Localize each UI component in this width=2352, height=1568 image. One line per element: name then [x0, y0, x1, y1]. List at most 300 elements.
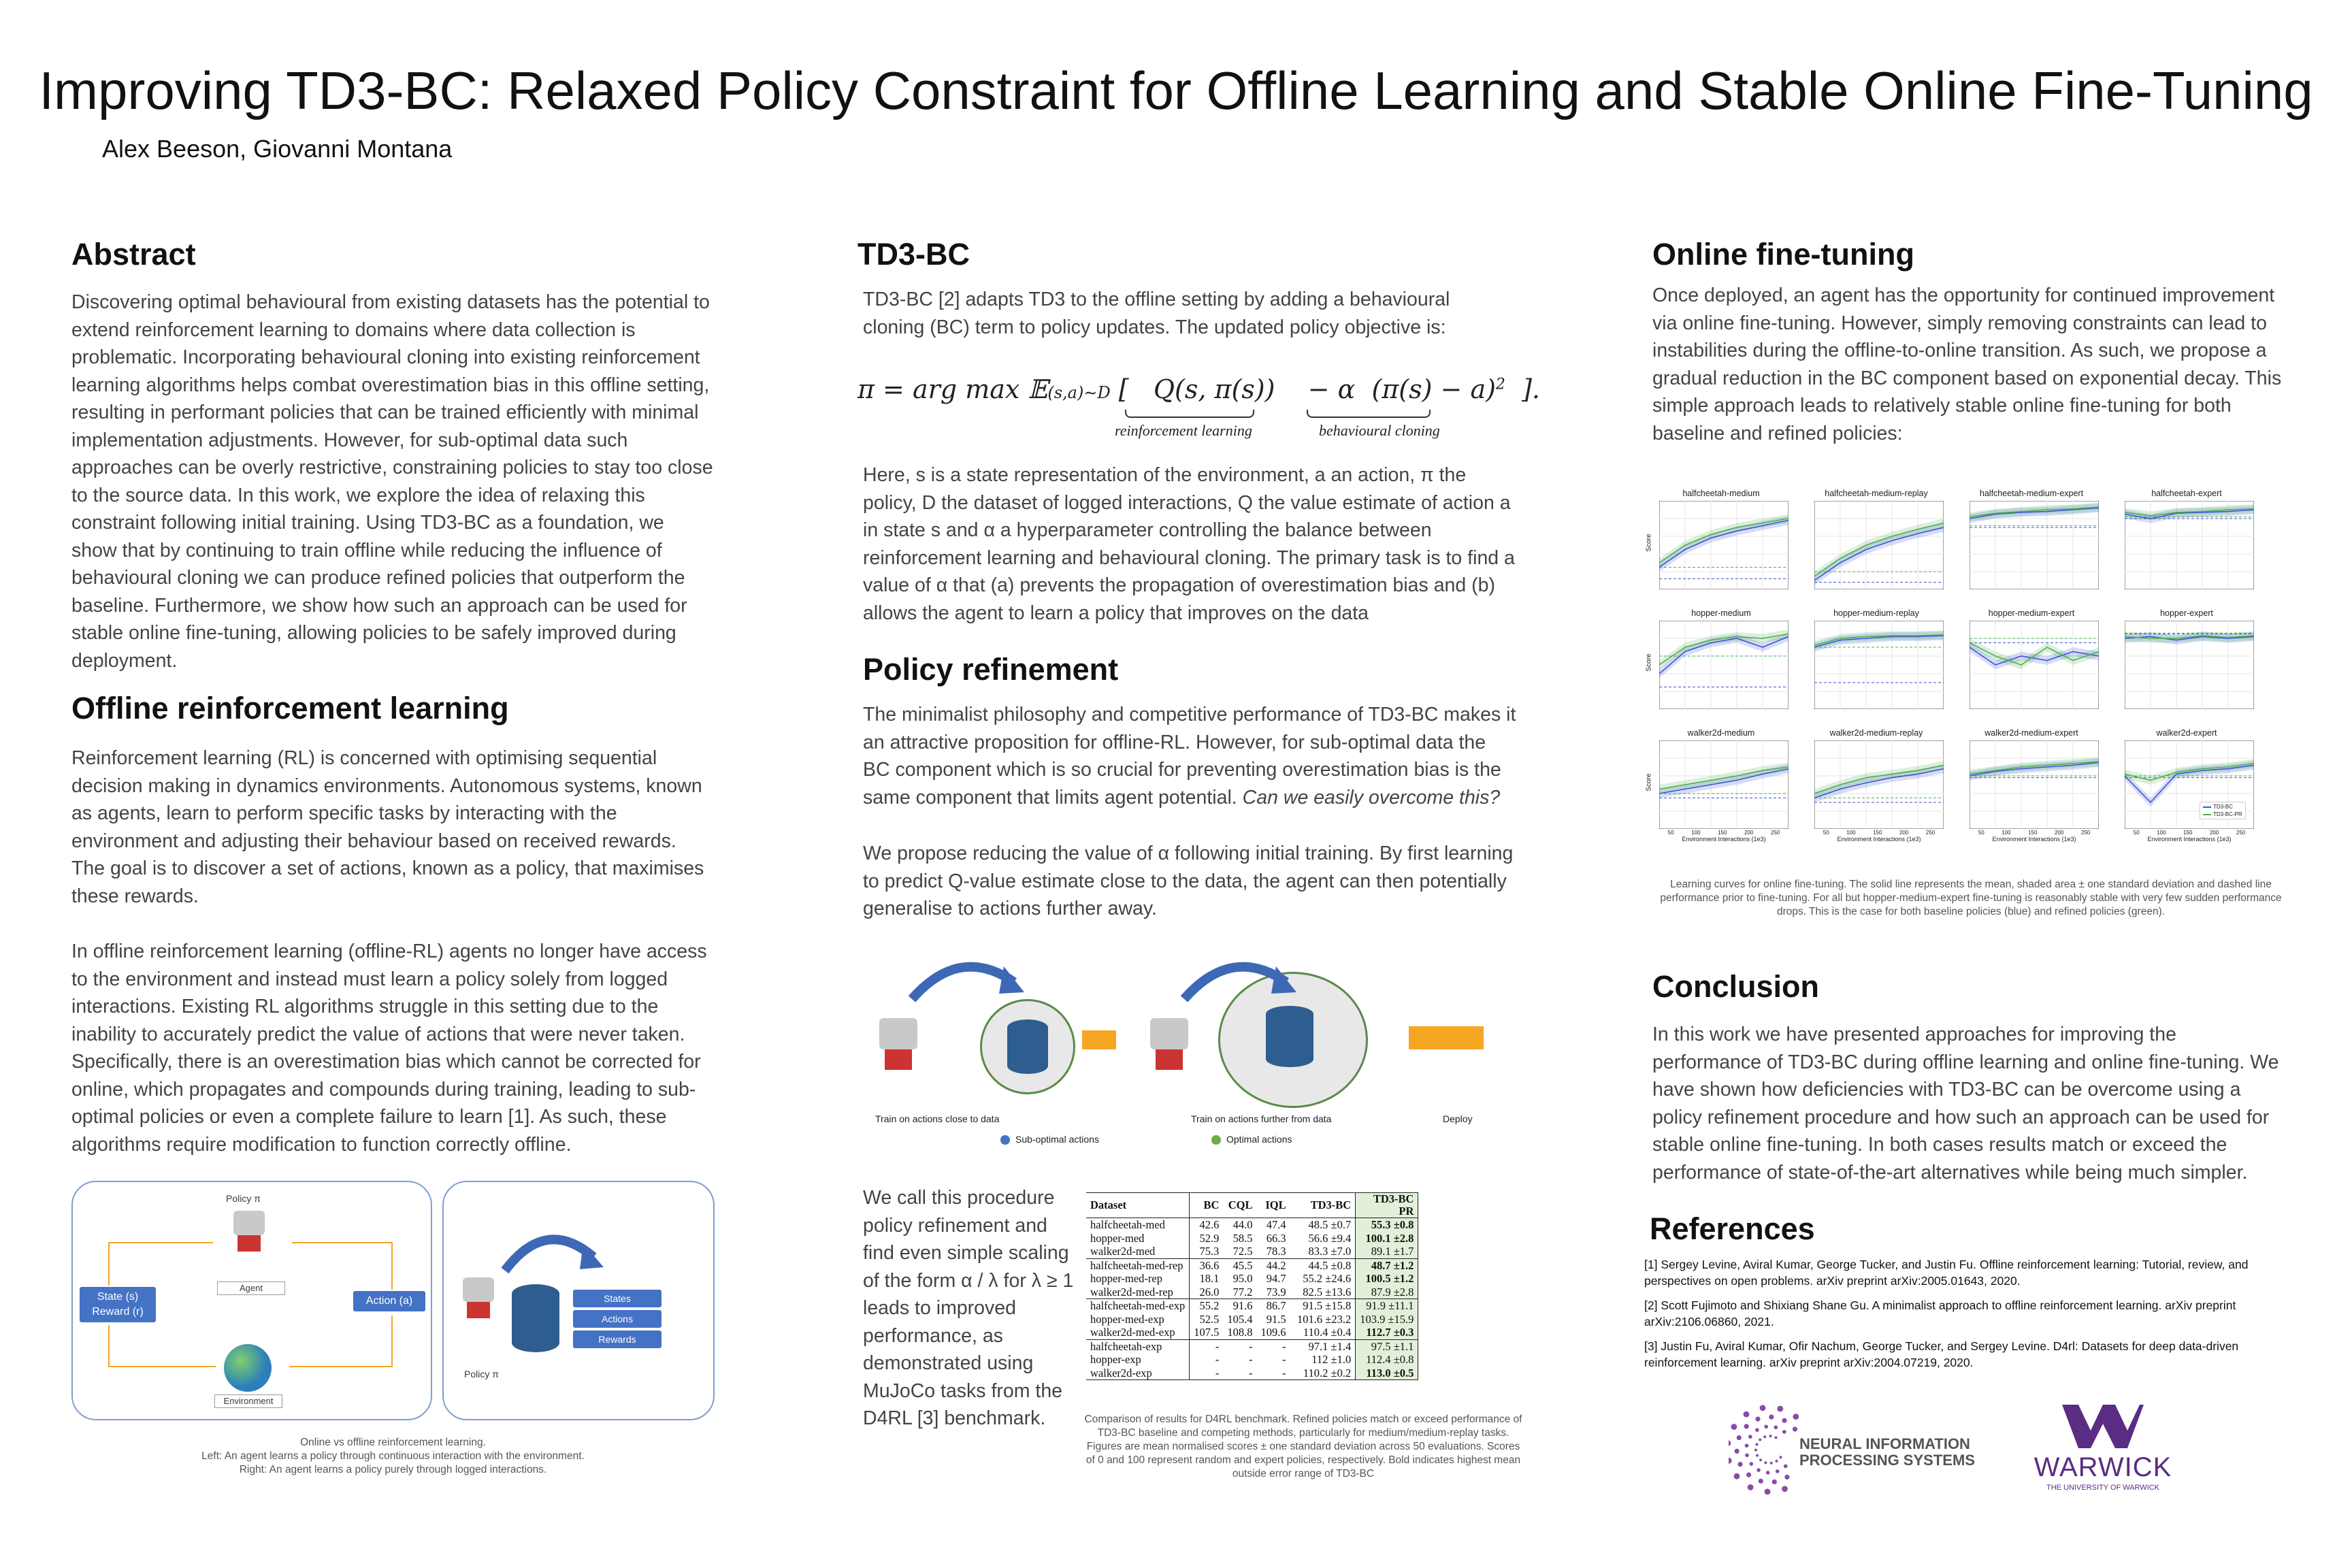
table-cell: 55.3 ±0.8 [1356, 1218, 1418, 1232]
neurips-dot [1764, 1461, 1767, 1464]
legend-swatch [2203, 814, 2211, 815]
table-cell: 48.7 ±1.2 [1356, 1258, 1418, 1272]
table-cell: halfcheetah-med [1090, 1218, 1165, 1231]
td3bc-body: Here, s is a state representation of the environment, a an action, π the policy, D the dataset of logged interactions, Q the value estimate of action a in state s and α a hyperparameter controlling the balance between reinforcement learning and behavioural cloning. The primary task is to find a value of α that (a) prevents the propagation of overestimation bias and (b) allows the agent to learn a policy that improves on the data [863, 464, 1515, 624]
x-tick-label: 150 [2183, 830, 2193, 836]
x-tick-label: 50 [1978, 830, 1984, 836]
table-cell: 94.7 [1266, 1272, 1286, 1285]
table-cell: walker2d-med [1090, 1245, 1156, 1258]
x-tick-label: 100 [2002, 830, 2011, 836]
table-cell: 52.5 [1190, 1313, 1224, 1326]
table-cell: 113.0 ±0.5 [1356, 1367, 1418, 1380]
panel-plot [1814, 501, 1944, 589]
table-cell: walker2d-exp [1086, 1367, 1190, 1380]
policy-refinement-p2: We propose reducing the value of α following initial training. By first learning to predict Q-value estimate close to the data, the agent can then potentially generalise to actions further away. [863, 843, 1514, 919]
database-icon [1266, 1006, 1313, 1067]
poster-title: Improving TD3-BC: Relaxed Policy Constraint for Offline Learning and Stable Online Fine-Tuning [39, 61, 2313, 120]
neurips-dot [1735, 1449, 1740, 1454]
x-axis-label: Environment Interactions (1e3) [1682, 836, 1766, 843]
bc-brace [1307, 410, 1431, 418]
table-cell: 110.2 ±0.2 [1290, 1367, 1356, 1380]
neurips-dot [1776, 1469, 1780, 1473]
offline-rl-heading: Offline reinforcement learning [71, 691, 509, 725]
x-tick-labels [1970, 830, 2099, 836]
panel-plot [1970, 501, 2099, 589]
references-heading: References [1650, 1211, 1815, 1246]
table-row [1086, 1258, 1418, 1272]
globe-icon [224, 1344, 272, 1392]
neurips-dot [1793, 1414, 1799, 1420]
table-cell: 42.6 [1190, 1218, 1224, 1232]
authors: Alex Beeson, Giovanni Montana [102, 135, 453, 163]
learning-curve-panel [1957, 728, 2106, 843]
label-deploy: Deploy [1443, 1113, 1473, 1124]
table-cell: 101.6 ±23.2 [1297, 1312, 1352, 1326]
panel-title: walker2d-medium [1687, 728, 1755, 738]
table-cell: 89.1 ±1.7 [1356, 1245, 1418, 1258]
x-axis-label: Environment Interactions (1e3) [1837, 836, 1921, 843]
col-td3bc-pr: TD3-BC PR [1356, 1193, 1418, 1218]
policy-refinement-side-text: We call this procedure policy refinement and find even simple scaling of the form α / λ for λ ≥ 1 leads to improved performance, as demonstrated using MuJoCo tasks from the D4RL [3] benchmark. [863, 1187, 1074, 1429]
col-bc: BC [1190, 1193, 1224, 1218]
x-tick-label: 50 [1667, 830, 1674, 836]
table-cell: 110.4 ±0.4 [1303, 1326, 1352, 1339]
neurips-dot [1748, 1484, 1754, 1490]
panel-plot [1970, 740, 2099, 829]
neurips-dot [1744, 1411, 1750, 1418]
p1-question: Can we easily overcome this? [1242, 786, 1501, 808]
table-cell: hopper-med [1090, 1231, 1145, 1245]
table-cell: halfcheetah-exp [1086, 1339, 1190, 1353]
neurips-dot [1759, 1439, 1761, 1441]
table-cell: 44.0 [1232, 1218, 1253, 1231]
loop-line [108, 1325, 110, 1367]
neurips-dot [1738, 1462, 1743, 1467]
learning-curve-panel [2112, 608, 2261, 721]
x-tick-label: 200 [2054, 830, 2064, 836]
neurips-dot [1769, 1415, 1774, 1420]
table-row [1086, 1218, 1418, 1232]
warwick-subtitle: THE UNIVERSITY OF WARWICK [2046, 1484, 2160, 1492]
learning-curve-panel [1802, 728, 1950, 843]
neurips-dot [1756, 1454, 1759, 1457]
rl-label: reinforcement learning [1115, 422, 1252, 439]
database-icon [1007, 1019, 1048, 1074]
agent-label: Agent [217, 1281, 285, 1295]
neurips-logo [1729, 1402, 1975, 1497]
learning-curve-panel [2112, 728, 2261, 843]
neurips-dot [1763, 1435, 1766, 1438]
table-cell: 112 ±1.0 [1311, 1353, 1352, 1366]
chart-legend [2200, 802, 2246, 819]
table-cell: 91.5 [1266, 1312, 1286, 1326]
panel-plot [1970, 621, 2099, 709]
panel-title: hopper-medium-expert [1988, 608, 2075, 618]
panel-title: halfcheetah-expert [2151, 489, 2222, 498]
table-cell: 26.0 [1190, 1286, 1224, 1299]
offline-rl-diagram [442, 1181, 715, 1420]
conclusion-heading: Conclusion [1652, 969, 1819, 1004]
table-cell: 108.8 [1227, 1326, 1253, 1339]
offline-rl-p1: Reinforcement learning (RL) is concerned with optimising sequential decision making in dynamics environments. Autonomous systems, known as agents, learn to perform specific tasks by interacting with the environment and adjusting their behaviour based on received rewards. The goal is to discover a set of actions, known as a policy, that maximises these rewards. [71, 747, 704, 907]
legend-entry [2203, 811, 2242, 818]
x-tick-label: 100 [1691, 830, 1701, 836]
x-tick-label: 250 [1770, 830, 1780, 836]
neurips-dot [1784, 1475, 1789, 1480]
neurips-dot [1760, 1405, 1766, 1411]
table-row [1086, 1286, 1418, 1299]
formula-expression: π = arg max 𝔼(s,a)∼D [ Q(s, π(s)) − α $(\pi(s) - a)^2$ ]. [858, 374, 1540, 404]
y-axis-label: Score [1645, 653, 1653, 672]
x-axis-label: Environment Interactions (1e3) [2147, 836, 2232, 843]
table-cell: 75.3 [1190, 1245, 1224, 1258]
panel-title: halfcheetah-medium-expert [1979, 489, 2084, 498]
state-reward-box: State (s) Reward (r) [80, 1287, 156, 1322]
x-tick-label: 100 [1846, 830, 1856, 836]
neurips-dot [1754, 1449, 1757, 1452]
table-cell: - [1223, 1339, 1256, 1353]
neurips-dot [1755, 1428, 1759, 1432]
neurips-dot [1769, 1435, 1772, 1437]
neurips-dot [1765, 1489, 1771, 1495]
table-cell: 87.9 ±2.8 [1356, 1286, 1418, 1299]
reference-2: [2] Scott Fujimoto and Shixiang Shane Gu. A minimalist approach to offline reinforcement learning. arXiv preprint arXiv:2106.06860, 2021. [1644, 1298, 2236, 1328]
loop-line [108, 1242, 213, 1243]
refinement-diagram [864, 945, 1531, 1162]
table-cell: 73.9 [1266, 1285, 1286, 1298]
x-tick-label: 250 [2080, 830, 2091, 836]
col-cql: CQL [1228, 1198, 1253, 1212]
table-cell: - [1190, 1353, 1224, 1367]
table-row [1086, 1299, 1418, 1313]
neurips-dot [1766, 1471, 1770, 1475]
neurips-dot [1764, 1425, 1768, 1429]
neurips-dot [1734, 1473, 1740, 1480]
x-tick-label: 100 [2157, 830, 2166, 836]
table-cell: 112.7 ±0.3 [1356, 1326, 1418, 1339]
x-tick-label: 200 [1744, 830, 1754, 836]
col-dataset: Dataset [1090, 1198, 1127, 1212]
panel-plot [1814, 621, 1944, 709]
learning-curve-panel [1647, 608, 1795, 721]
reference-3: [3] Justin Fu, Aviral Kumar, Ofir Nachum, George Tucker, and Sergey Levine. D4rl: Datasets for deep data-driven reinforcement learning. arXiv preprint arXiv:2004.07219, 2020. [1644, 1339, 2239, 1369]
table-row [1086, 1272, 1418, 1286]
actions-box: Actions [573, 1310, 662, 1328]
loop-line [108, 1366, 216, 1367]
reference-1: [1] Sergey Levine, Aviral Kumar, George Tucker, and Justin Fu. Offline reinforcement learning: Tutorial, review, and perspectives on open problems. arXiv preprint arXiv:2005.01643, 2020. [1644, 1258, 2249, 1288]
learning-curves-grid [1647, 489, 2273, 856]
neurips-dot [1757, 1468, 1761, 1472]
warwick-crest-icon [2062, 1405, 2144, 1448]
table-cell: 86.7 [1257, 1299, 1290, 1313]
robot-body-icon [238, 1235, 261, 1252]
neurips-dot [1780, 1456, 1782, 1458]
legend-optimal: Optimal actions [1226, 1134, 1292, 1145]
neurips-dot [1755, 1417, 1760, 1422]
table-row [1086, 1367, 1418, 1380]
rewards-box: Rewards [573, 1330, 662, 1348]
table-cell: 45.5 [1223, 1258, 1256, 1272]
robot-icon [233, 1211, 265, 1235]
table-cell: 95.0 [1232, 1272, 1253, 1285]
y-axis-label: Score [1645, 773, 1653, 791]
y-axis-label: Score [1645, 534, 1653, 552]
policy-refinement-heading: Policy refinement [863, 652, 1119, 687]
table-cell: 82.5 ±13.6 [1303, 1285, 1352, 1298]
robot-body-icon [1156, 1049, 1183, 1070]
table-cell: 109.6 [1260, 1326, 1286, 1339]
legend-label: TD3-BC-PR [2213, 811, 2242, 817]
curved-arrow-icon [498, 1216, 607, 1277]
learning-curve-panel [1802, 608, 1950, 721]
table-cell: 55.2 ±24.6 [1303, 1272, 1352, 1285]
table-cell: - [1282, 1353, 1286, 1366]
online-ft-text: Once deployed, an agent has the opportunity for continued improvement via online fine-tuning. However, simply removing constraints can lead to instabilities during the offline-to-online transition. As such, we propose a gradual reduction in the BC component based on exponential decay. This simple approach leads to relatively stable online fine-tuning for both baseline and refined policies: [1652, 284, 2282, 444]
label-further: Train on actions further from data [1191, 1113, 1332, 1124]
conclusion-text: In this work we have presented approaches for improving the performance of TD3-BC during offline learning and online fine-tuning. We have shown how deficiencies with TD3-BC can be overcome using a policy refinement procedure and how such an approach can be used for stable online fine-tuning. In both cases results match or exceed the performance of state-of-the-art alternatives while being much simpler. [1652, 1024, 2279, 1183]
robot-icon [463, 1277, 494, 1302]
curved-arrow-icon [905, 945, 1028, 1006]
policy-refinement-p1 [863, 701, 1516, 811]
learning-curves-caption: Learning curves for online fine-tuning. The solid line represents the mean, shaded area ± one standard deviation and dashed line performance prior to fine-tuning. For all but hopper-medium-expert fine-tuning is reasonably stable with very few sudden performance drops. This is the case for both baseline policies (blue) and refined policies (green). [1660, 879, 2282, 917]
loop-line [391, 1242, 393, 1290]
neurips-dot [1784, 1465, 1788, 1469]
x-tick-label: 50 [2133, 830, 2140, 836]
x-tick-label: 50 [1823, 830, 1829, 836]
table-cell: 48.5 ±0.7 [1308, 1218, 1352, 1231]
table-cell: 112.4 ±0.8 [1356, 1353, 1418, 1367]
neurips-dot [1777, 1406, 1783, 1412]
table-cell: 58.5 [1232, 1231, 1253, 1245]
col-iql: IQL [1265, 1198, 1286, 1212]
learning-curve-panel [1957, 489, 2106, 601]
table-cell: walker2d-med-exp [1090, 1326, 1175, 1339]
table-row [1086, 1326, 1418, 1339]
panel-plot [2125, 501, 2254, 589]
neurips-dot [1759, 1479, 1763, 1484]
x-axis-label: Environment Interactions (1e3) [1992, 836, 2076, 843]
legend-swatch [2203, 806, 2211, 808]
table-cell: 44.5 ±0.8 [1290, 1258, 1356, 1272]
warwick-name: WARWICK [2034, 1452, 2172, 1482]
label-close: Train on actions close to data [875, 1113, 1000, 1124]
learning-curve-panel [1645, 728, 1795, 843]
table-cell: - [1257, 1367, 1290, 1380]
table-caption: Comparison of results for D4RL benchmark. Refined policies match or exceed performance of TD3-BC baseline and competing methods, particularly for medium/medium-replay tasks. Figures are mean normalised scores ± one standard deviation across 50 evaluations. Scores of 0 and 100 represent random and expert policies, respectively. Bold indicates highest mean outside error range of TD3-BC [1084, 1414, 1522, 1480]
neurips-dot [1759, 1458, 1762, 1461]
panel-plot [1659, 740, 1788, 829]
database-icon [512, 1284, 559, 1352]
neurips-dot [1745, 1454, 1749, 1458]
plot-frame [1970, 740, 2099, 829]
optimal-dot-icon [1211, 1135, 1221, 1145]
table-cell: 83.3 ±7.0 [1308, 1245, 1352, 1258]
abstract-text: Discovering optimal behavioural from existing datasets has the potential to extend reinforcement learning to domains where data collection is problematic. Incorporating behavioural cloning into existing reinforcement learning algorithms helps combat overestimation bias in this offline setting, resulting in performant policies that can be trained efficiently with minimal implementation adjustments. However, for sub-optimal data such approaches can be overly restrictive, constraining policies to stay too close to the source data. In this work, we explore the idea of relaxing this constraint following initial training. Using TD3-BC as a foundation, we show that by continuing to train offline while reducing the influence of behavioural cloning we can produce refined policies that outperform the baseline. Furthermore, we show how such an approach can be used for stable online fine-tuning, allowing policies to be safely improved during deployment. [71, 291, 713, 672]
loop-line [292, 1242, 393, 1243]
learning-curve-panel [2112, 489, 2261, 601]
panel-title: hopper-medium-replay [1833, 608, 1919, 618]
neurips-dots-icon [1729, 1402, 1803, 1497]
learning-curve-panel [1957, 608, 2106, 721]
neurips-dot [1746, 1473, 1751, 1477]
neurips-dot [1770, 1462, 1773, 1465]
online-rl-diagram [71, 1181, 432, 1420]
curved-arrow-icon [1177, 945, 1300, 1006]
table-cell: 72.5 [1232, 1245, 1253, 1258]
table-row [1086, 1353, 1418, 1367]
td3bc-intro: TD3-BC [2] adapts TD3 to the offline setting by adding a behavioural cloning (BC) term to policy updates. The updated policy objective is: [863, 289, 1450, 338]
panel-plot [1659, 621, 1788, 709]
table-cell: 105.4 [1227, 1312, 1253, 1326]
neurips-dot [1782, 1486, 1788, 1492]
table-cell: 66.3 [1266, 1231, 1286, 1245]
table-cell: 47.4 [1266, 1218, 1286, 1231]
x-tick-label: 150 [1873, 830, 1882, 836]
neurips-dot [1731, 1424, 1737, 1430]
policy-objective-formula [858, 359, 1538, 441]
policy-label: Policy π [226, 1193, 261, 1204]
loop-line [391, 1316, 393, 1367]
table-cell: 91.5 ±15.8 [1290, 1299, 1356, 1313]
table-header-row [1086, 1193, 1418, 1218]
warwick-logo [2028, 1405, 2178, 1500]
neurips-dot [1756, 1443, 1759, 1446]
table-row [1086, 1245, 1418, 1258]
rl-brace [1125, 410, 1254, 418]
table-cell: 97.1 ±1.4 [1290, 1339, 1356, 1353]
policy-label-right: Policy π [464, 1369, 499, 1379]
neurips-dot [1772, 1480, 1777, 1484]
learning-curve-panel [1802, 489, 1950, 601]
table-cell: - [1257, 1339, 1290, 1353]
table-cell: 97.5 ±1.1 [1356, 1339, 1418, 1353]
table-cell: 44.2 [1257, 1258, 1290, 1272]
p1-text: The minimalist philosophy and competitive performance of TD3-BC makes it an attractive proposition for offline-RL. However, for sub-optimal data the BC component which is so crucial for preventing overestimation bias is the same component that limits agent potential. [863, 704, 1516, 808]
table-cell: - [1223, 1367, 1256, 1380]
table-row [1086, 1339, 1418, 1353]
x-tick-label: 200 [1899, 830, 1909, 836]
neurips-dot [1748, 1435, 1752, 1439]
panel-title: halfcheetah-medium [1682, 489, 1760, 498]
x-tick-label: 200 [2209, 830, 2219, 836]
neurips-dot [1782, 1430, 1786, 1434]
neurips-dot [1774, 1426, 1778, 1430]
panel-title: walker2d-expert [2156, 728, 2217, 738]
table-row [1086, 1313, 1418, 1326]
neurips-dot [1782, 1418, 1786, 1423]
robot-body-icon [885, 1049, 912, 1070]
orange-arrow-icon [1409, 1026, 1484, 1049]
neurips-dot [1793, 1426, 1797, 1431]
neurips-dot [1745, 1443, 1749, 1448]
table-cell: 52.9 [1190, 1232, 1224, 1245]
table-cell: walker2d-med-rep [1090, 1285, 1173, 1298]
panel-plot [2125, 621, 2254, 709]
x-tick-label: 150 [2028, 830, 2038, 836]
table-cell: halfcheetah-med-rep [1086, 1258, 1190, 1272]
online-ft-heading: Online fine-tuning [1652, 237, 1914, 272]
x-tick-label: 250 [1925, 830, 1936, 836]
neurips-dot [1729, 1458, 1732, 1464]
panel-plot [1814, 740, 1944, 829]
panel-title: walker2d-medium-expert [1984, 728, 2078, 738]
panel-title: halfcheetah-medium-replay [1825, 489, 1928, 498]
sub-optimal-dot-icon [1000, 1135, 1010, 1145]
td3bc-heading: TD3-BC [858, 237, 970, 272]
table-cell: 103.9 ±15.9 [1356, 1313, 1418, 1326]
neurips-text [1799, 1436, 1975, 1469]
neurips-dot [1750, 1462, 1754, 1466]
robot-body-icon [467, 1302, 490, 1318]
table-cell: 18.1 [1190, 1272, 1224, 1286]
results-table [1086, 1192, 1418, 1380]
table-row [1086, 1232, 1418, 1245]
neurips-dot [1737, 1435, 1742, 1440]
table-cell: 78.3 [1266, 1245, 1286, 1258]
col-td3bc: TD3-BC [1310, 1198, 1352, 1212]
table-cell: - [1249, 1353, 1253, 1366]
neurips-dot [1744, 1424, 1749, 1428]
table-cell: 91.9 ±11.1 [1356, 1299, 1418, 1313]
environment-label: Environment [214, 1394, 282, 1408]
figure1-caption: Online vs offline reinforcement learning. Left: An agent learns a policy through continuous interaction with the environment. Right: An agent learns a policy purely through logged interactions. [201, 1437, 585, 1475]
orange-arrow-icon [1082, 1030, 1116, 1049]
offline-rl-p2: In offline reinforcement learning (offline-RL) agents no longer have access to the environment and instead must learn a policy solely from logged interactions. Existing RL algorithms struggle in this setting due to the inability to accurately predict the value of actions that were never taken. Specifically, there is an overestimation bias which cannot be corrected for online, which propagates and compounds during training, leading to sub-optimal policies or even a complete failure to learn [1]. As such, these algorithms require modification to function correctly offline. [71, 941, 707, 1156]
neurips-dot [1776, 1460, 1778, 1463]
abstract-heading: Abstract [71, 237, 196, 272]
table-cell: 55.2 [1190, 1299, 1224, 1313]
legend-entry [2203, 803, 2242, 811]
table-cell: halfcheetah-med-exp [1086, 1299, 1190, 1313]
x-tick-labels [2125, 830, 2254, 836]
table-cell: 77.2 [1232, 1285, 1253, 1298]
robot-icon [1150, 1018, 1188, 1049]
learning-curve-panel [1647, 489, 1795, 601]
table-body [1086, 1218, 1418, 1380]
panel-plot [1659, 501, 1788, 589]
table-cell: 100.5 ±1.2 [1356, 1272, 1418, 1286]
table-cell: hopper-med-exp [1090, 1312, 1164, 1326]
table-cell: - [1190, 1339, 1224, 1353]
robot-icon [879, 1018, 917, 1049]
panel-title: hopper-medium [1691, 608, 1751, 618]
table-cell: 56.6 ±9.4 [1308, 1231, 1352, 1245]
x-tick-label: 150 [1718, 830, 1727, 836]
loop-line [108, 1242, 110, 1286]
table-cell: 36.6 [1190, 1258, 1224, 1272]
action-box: Action (a) [353, 1291, 425, 1311]
loop-line [289, 1366, 393, 1367]
bc-label: behavioural cloning [1319, 422, 1440, 439]
table-cell: - [1190, 1367, 1224, 1380]
legend-sub-optimal: Sub-optimal actions [1015, 1134, 1099, 1145]
table-cell: 100.1 ±2.8 [1356, 1232, 1418, 1245]
table-cell: 91.6 [1223, 1299, 1256, 1313]
neurips-line2: PROCESSING SYSTEMS [1799, 1452, 1975, 1469]
panel-title: hopper-expert [2160, 608, 2213, 618]
x-tick-labels [1659, 830, 1788, 836]
neurips-line1: NEURAL INFORMATION [1799, 1435, 1970, 1452]
x-tick-labels [1814, 830, 1944, 836]
neurips-dot [1775, 1436, 1778, 1439]
x-tick-label: 250 [2236, 830, 2246, 836]
table-cell: 107.5 [1190, 1326, 1224, 1339]
neurips-dot [1729, 1440, 1731, 1446]
panel-title: walker2d-medium-replay [1829, 728, 1923, 738]
table-cell: hopper-exp [1090, 1353, 1141, 1366]
legend-label: TD3-BC [2213, 804, 2233, 810]
table-cell: hopper-med-rep [1090, 1272, 1162, 1285]
